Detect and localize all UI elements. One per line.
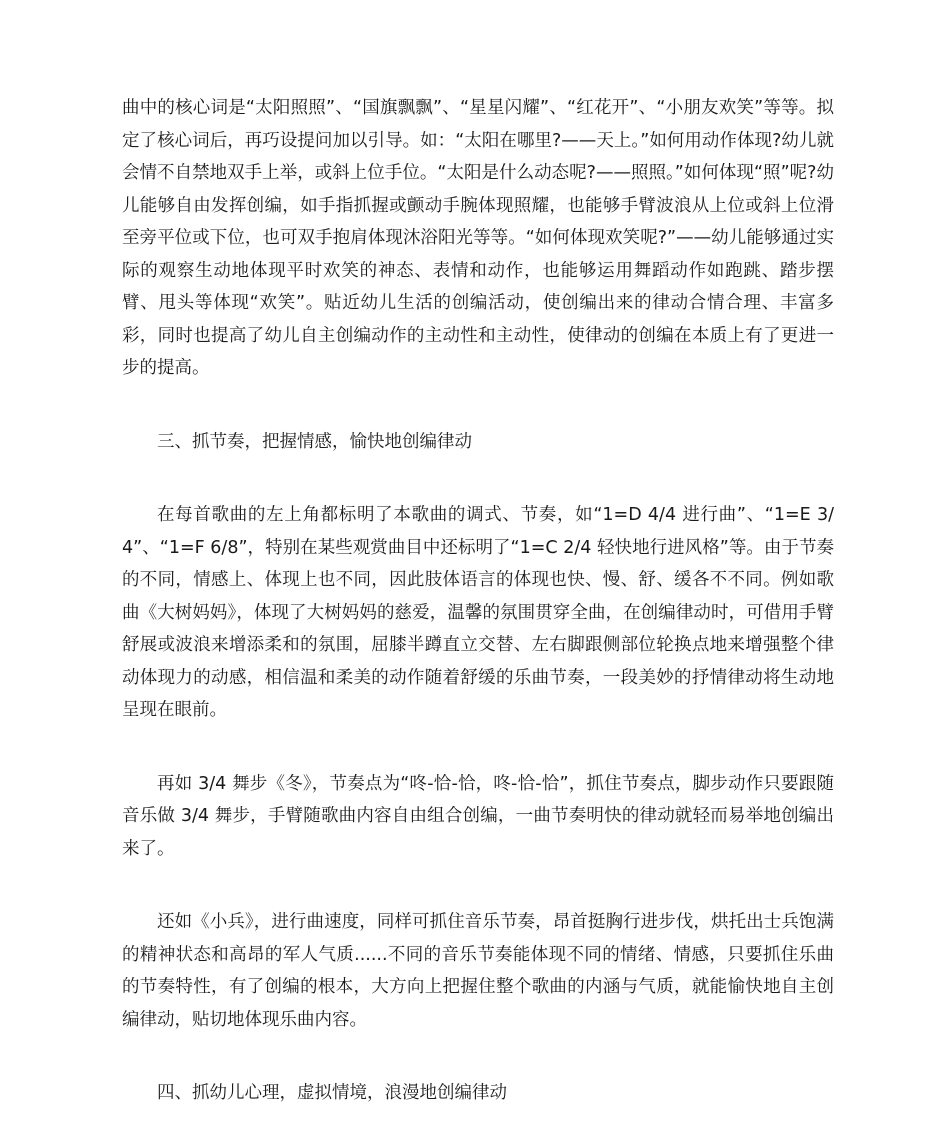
body-paragraph-4: 还如《小兵》，进行曲速度，同样可抓住音乐节奏，昂首挺胸行进步伐，烘托出士兵饱满的精神状态和高昂的军人气质......不同的音乐节奏能体现不同的情绪、情感，只要抓住乐曲的节奏特性，有了创编的根本，大方向上把握住整个歌曲的内涵与气质，就能愉快地自主创编律动，贴切地体现乐曲内容。 <box>122 912 834 1030</box>
paragraph-spacer <box>122 458 834 499</box>
paragraph-spacer <box>122 1036 834 1077</box>
body-paragraph-3: 再如 3/4 舞步《冬》，节奏点为“咚-恰-恰，咚-恰-恰”，抓住节奏点，脚步动作只要跟随音乐做 3/4 舞步，手臂随歌曲内容自由组合创编，一曲节奏明快的律动就轻而易举地创编出来了。 <box>122 773 834 859</box>
paragraph-spacer <box>122 385 834 426</box>
document-page <box>122 92 834 1110</box>
paragraph-spacer <box>122 727 834 768</box>
body-paragraph-1: 曲中的核心词是“太阳照照”、“国旗飘飘”、“星星闪耀”、“红花开”、“小朋友欢笑”等等。拟定了核心词后，再巧设提问加以引导。如：“太阳在哪里?——天上。”如何用动作体现?幼儿就会情不自禁地双手上举，或斜上位手位。“太阳是什么动态呢?——照照。”如何体现“照”呢?幼儿能够自由发挥创编，如手指抓握或颤动手腕体现照耀，也能够手臂波浪从上位或斜上位滑至旁平位或下位，也可双手抱肩体现沐浴阳光等等。“如何体现欢笑呢?”——幼儿能够通过实际的观察生动地体现平时欢笑的神态、表情和动作，也能够运用舞蹈动作如跑跳、踏步摆臂、甩头等体现“欢笑”。贴近幼儿生活的创编活动，使创编出来的律动合情合理、丰富多彩，同时也提高了幼儿自主创编动作的主动性和主动性，使律动的创编在本质上有了更进一步的提高。 <box>122 98 834 378</box>
body-paragraph-2: 在每首歌曲的左上角都标明了本歌曲的调式、节奏，如“1=D 4/4 进行曲”、“1=E 3/4”、“1=F 6/8”，特别在某些观赏曲目中还标明了“1=C 2/4 轻快地行进风格”等。由于节奏的不同，情感上、体现上也不同，因此肢体语言的体现也快、慢、舒、缓各不不同。例如歌曲《大树妈妈》，体现了大树妈妈的慈爱，温馨的氛围贯穿全曲，在创编律动时，可借用手臂舒展或波浪来增添柔和的氛围，屈膝半蹲直立交替、左右脚跟侧部位轮换点地来增强整个律动体现力的动感，相信温和柔美的动作随着舒缓的乐曲节奏，一段美妙的抒情律动将生动地呈现在眼前。 <box>122 505 834 720</box>
section-heading-4: 四、抓幼儿心理，虚拟情境，浪漫地创编律动 <box>157 1083 507 1103</box>
paragraph-spacer <box>122 865 834 906</box>
section-heading-3: 三、抓节奏，把握情感，愉快地创编律动 <box>157 431 472 452</box>
